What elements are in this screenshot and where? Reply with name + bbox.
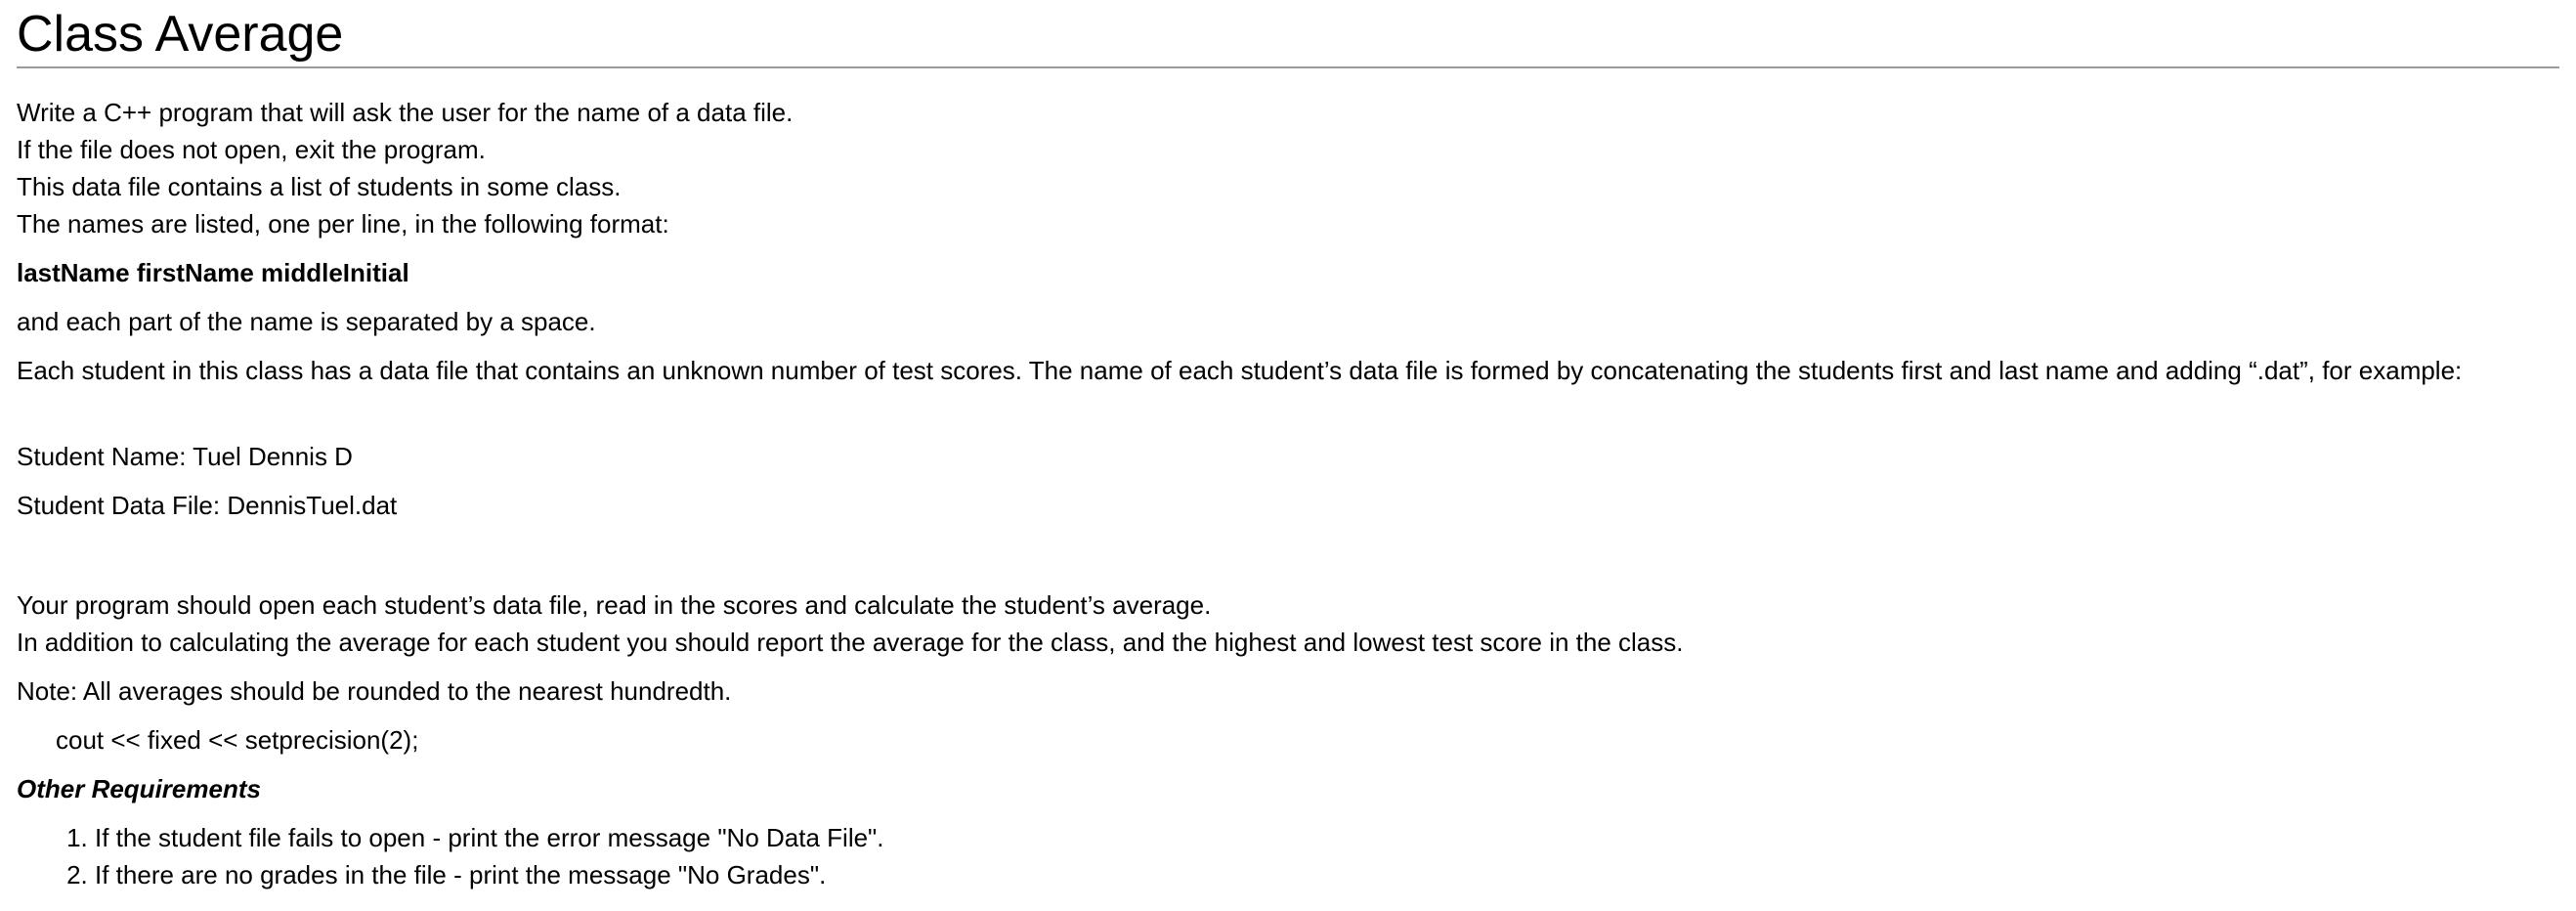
intro-line: The names are listed, one per line, in the following format: xyxy=(17,209,669,239)
intro-line: Write a C++ program that will ask the user for the name of a data file. xyxy=(17,98,794,127)
requirements-heading: Other Requirements xyxy=(17,774,261,803)
program-description xyxy=(17,586,2559,661)
page-title: Class Average xyxy=(17,0,2559,68)
intro-paragraph xyxy=(17,94,2559,242)
program-line: In addition to calculating the average for each student you should report the average for the class, and the highest and lowest test score in the class. xyxy=(17,628,1684,657)
program-line: Your program should open each student’s data file, read in the scores and calculate the student’s average. xyxy=(17,590,1212,620)
format-explanation: and each part of the name is separated by a space. xyxy=(17,307,596,336)
rounding-note: Note: All averages should be rounded to the nearest hundredth. xyxy=(17,676,732,706)
example-student-name: Student Name: Tuel Dennis D xyxy=(17,442,353,471)
requirement-item: 1. If the student file fails to open - print the error message "No Data File". xyxy=(95,819,2559,856)
example-student-data-file: Student Data File: DennisTuel.dat xyxy=(17,491,398,520)
requirement-item: 2. If there are no grades in the file - print the message "No Grades". xyxy=(95,856,2559,893)
intro-line: This data file contains a list of students in some class. xyxy=(17,172,622,201)
name-format: lastName firstName middleInitial xyxy=(17,258,409,287)
intro-line: If the file does not open, exit the program. xyxy=(17,135,486,164)
requirements-list xyxy=(17,819,2559,893)
data-file-explanation: Each student in this class has a data file that contains an unknown number of test scores. The name of each student’s data file is formed by concatenating the students first and last name and adding “.dat”, for example: xyxy=(17,356,2463,385)
code-snippet: cout << fixed << setprecision(2); xyxy=(56,725,419,755)
